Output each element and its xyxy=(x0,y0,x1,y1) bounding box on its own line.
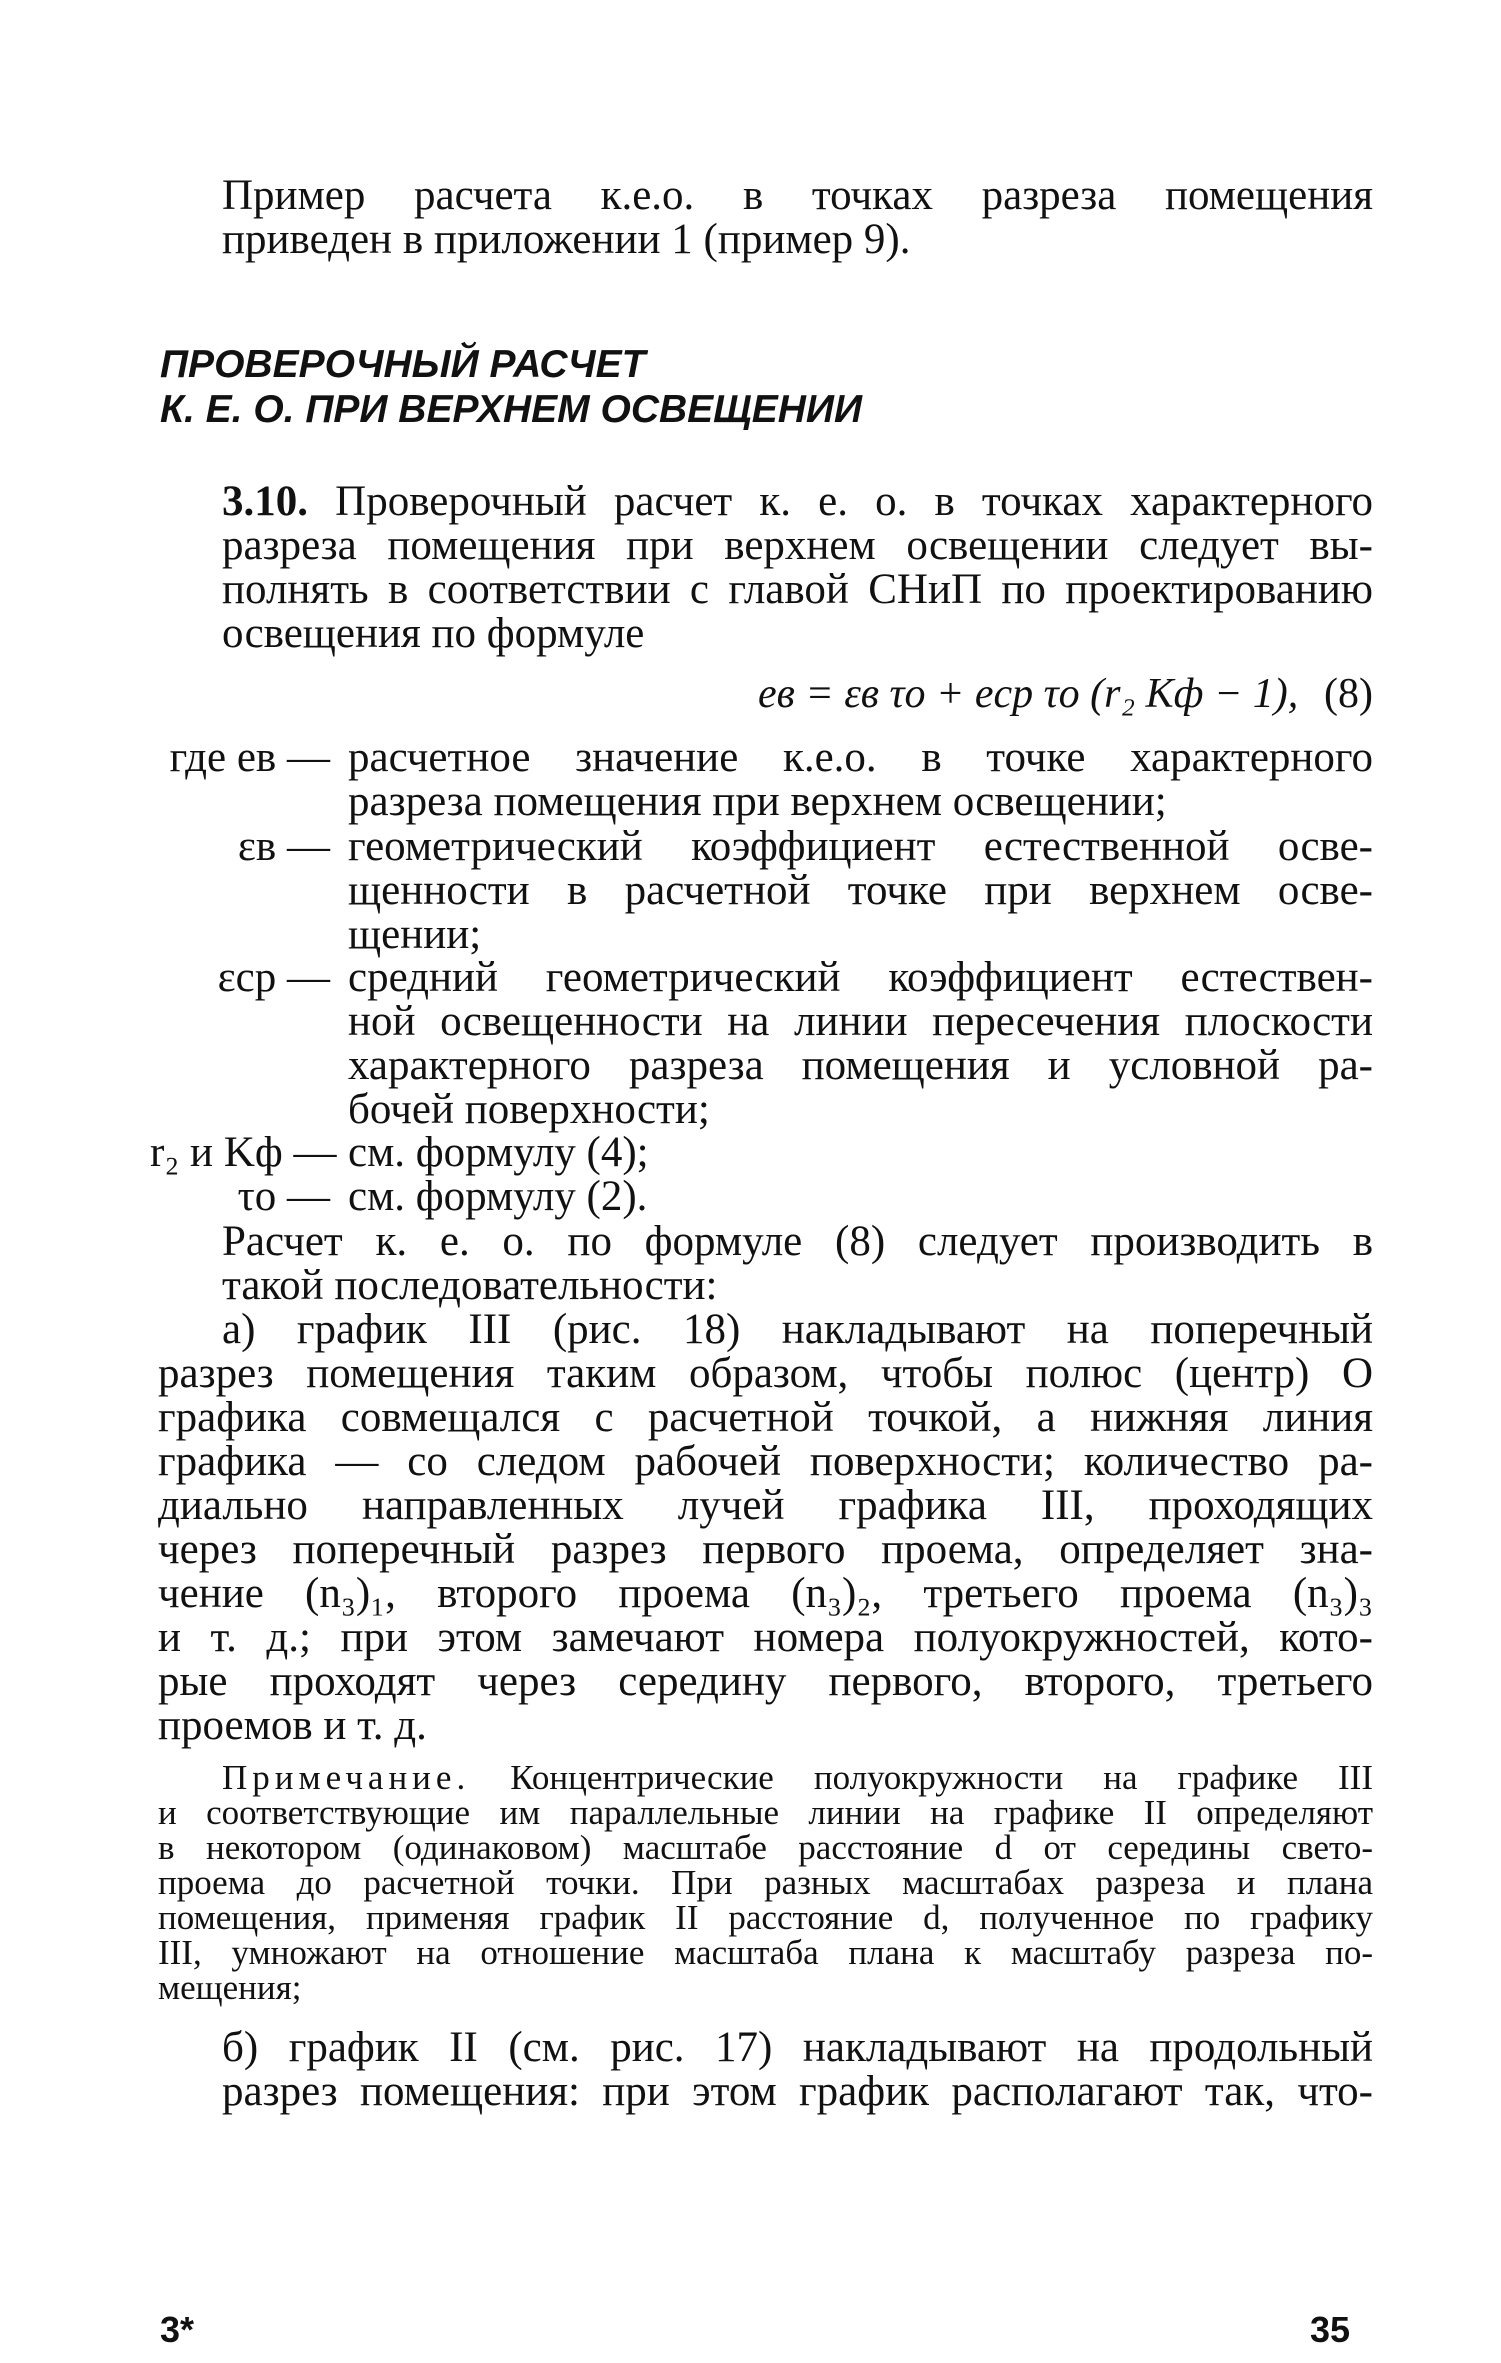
note-line: мещения; xyxy=(158,1968,302,2007)
definition-line: разреза помещения при верхнем освещении; xyxy=(348,778,1167,825)
definition-line: ной освещенности на линии пересечения плоскости xyxy=(348,998,1373,1045)
heading-line: ПРОВЕРОЧНЫЙ РАСЧЕТ xyxy=(160,343,646,386)
paragraph-line: и т. д.; при этом замечают номера полуокружностей, кото- xyxy=(158,1614,1373,1661)
paragraph-line: рые проходят через середину первого, второго, третьего xyxy=(158,1658,1373,1705)
definition-text xyxy=(348,1131,1373,1175)
definition-text xyxy=(348,956,1373,1132)
note-line: проема до расчетной точки. При разных масштабах разреза и плана xyxy=(158,1863,1373,1902)
definition-term: где eв — xyxy=(169,734,330,781)
definition-line: щении; xyxy=(348,911,482,958)
section-heading xyxy=(160,342,1375,432)
paragraph-line: Расчет к. е. о. по формуле (8) следует производить в xyxy=(222,1218,1373,1265)
definition-text xyxy=(348,736,1373,824)
paragraph-line: полнять в соответствии с главой СНиП по проектированию xyxy=(222,566,1373,613)
paragraph-line: б) график II (см. рис. 17) накладывают на продольный xyxy=(222,2024,1373,2071)
definition-term: τо — xyxy=(237,1173,330,1220)
paragraph-line: разрез помещения таким образом, чтобы полюс (центр) О xyxy=(158,1350,1373,1397)
definition-text xyxy=(348,1175,1373,1219)
note-line: в некотором (одинаковом) масштабе расстояние d от середины свето- xyxy=(158,1828,1373,1867)
paragraph-line: графика совмещался с расчетной точкой, а нижняя линия xyxy=(158,1394,1373,1441)
note-line: III, умножают на отношение масштаба плана к масштабу разреза по- xyxy=(158,1933,1373,1972)
paragraph-line: а) график III (рис. 18) накладывают на поперечный xyxy=(222,1306,1373,1353)
signature-mark: 3* xyxy=(160,2309,195,2350)
definition-line: средний геометрический коэффициент естествен- xyxy=(348,954,1373,1001)
note-line xyxy=(158,1760,1373,1795)
section-number: 3.10. xyxy=(222,478,308,525)
definition-line: бочей поверхности; xyxy=(348,1086,710,1133)
note-line: помещения, применяя график II расстояние d, полученное по графику xyxy=(158,1898,1373,1937)
definition-term: εср — xyxy=(217,954,330,1001)
definition-line: характерного разреза помещения и условной ра- xyxy=(348,1042,1373,1089)
paragraph-line: проемов и т. д. xyxy=(158,1702,427,1749)
step-b-paragraph xyxy=(158,2026,1373,2114)
paragraph-line: чение (n₃)₁, второго проема (n₃)₂, третьего проема (n₃)₃ xyxy=(158,1570,1373,1617)
note-line: и соответствующие им параллельные линии на графике II определяют xyxy=(158,1793,1373,1832)
paragraph-line xyxy=(158,480,1373,524)
intro-line: Пример расчета к.е.о. в точках разреза помещения xyxy=(222,172,1373,219)
section-paragraph xyxy=(158,480,1373,656)
paragraph-line: графика — со следом рабочей поверхности; количество ра- xyxy=(158,1438,1373,1485)
paragraph-line-text: Проверочный расчет к. е. о. в точках характерного xyxy=(335,478,1374,525)
heading-line: К. Е. О. ПРИ ВЕРХНЕМ ОСВЕЩЕНИИ xyxy=(160,388,863,431)
order-paragraph xyxy=(158,1220,1373,1308)
page-number: 35 xyxy=(1310,2309,1351,2350)
paragraph-line: освещения по формуле xyxy=(222,610,645,657)
paragraph-line: такой последовательности: xyxy=(222,1262,718,1309)
definition-line: расчетное значение к.е.о. в точке характерного xyxy=(348,734,1373,781)
definition-text xyxy=(348,825,1373,957)
definition-line: см. формулу (4); xyxy=(348,1129,649,1176)
definition-term: εв — xyxy=(237,823,330,870)
step-a-paragraph xyxy=(158,1308,1373,1748)
paragraph-line: через поперечный разрез первого проема, определяет зна- xyxy=(158,1526,1373,1573)
formula-expression: eв = εв τо + eср τо (r₂ Kф − 1), xyxy=(758,671,1299,717)
paragraph-line: разреза помещения при верхнем освещении следует вы- xyxy=(222,522,1373,569)
intro-line: приведен в приложении 1 (пример 9). xyxy=(222,216,911,263)
formula-number: (8) xyxy=(1324,671,1373,717)
note-block xyxy=(158,1760,1373,2005)
note-label: Примечание. xyxy=(222,1758,471,1797)
paragraph-line: разрез помещения: при этом график располагают так, что- xyxy=(222,2068,1373,2115)
note-line-text: Концентрические полуокружности на графике III xyxy=(510,1758,1373,1797)
intro-paragraph xyxy=(158,174,1373,262)
definition-term: r₂ и Kф — xyxy=(150,1129,337,1176)
definition-line: щенности в расчетной точке при верхнем осве- xyxy=(348,867,1373,914)
paragraph-line: диально направленных лучей графика III, проходящих xyxy=(158,1482,1373,1529)
definition-line: геометрический коэффициент естественной осве- xyxy=(348,823,1373,870)
definition-line: см. формулу (2). xyxy=(348,1173,648,1220)
